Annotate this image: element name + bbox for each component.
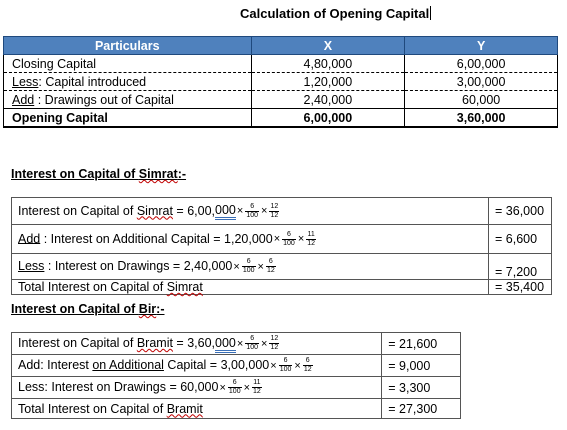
formula-text: 000 xyxy=(215,203,236,220)
formula-cell xyxy=(12,198,489,225)
bir-interest-table xyxy=(11,332,461,419)
numerator: 11 xyxy=(253,379,261,386)
header-y: Y xyxy=(405,37,558,55)
denominator: 12 xyxy=(266,267,275,274)
partner-name: Simrat xyxy=(136,203,173,218)
formula-text: Interest on Capital of xyxy=(18,335,137,350)
multiply-sign: × xyxy=(236,337,244,350)
formula-cell xyxy=(12,399,382,419)
multiply-sign: × xyxy=(243,381,251,394)
formula-text: 000 xyxy=(215,336,236,353)
formula-cell xyxy=(12,333,382,355)
multiply-sign: × xyxy=(219,381,226,394)
result-cell: = 7,200 xyxy=(489,254,552,280)
result-cell: = 3,300 xyxy=(382,377,461,399)
denominator: 100 xyxy=(279,366,292,373)
formula-cell xyxy=(12,377,382,399)
multiply-sign: × xyxy=(236,205,244,218)
numerator: 6 xyxy=(282,231,296,240)
heading-text: Interest on Capital of xyxy=(11,302,139,316)
partner-name: Simrat xyxy=(166,280,203,294)
fraction xyxy=(306,231,316,248)
fraction xyxy=(245,203,259,220)
fraction xyxy=(303,357,313,374)
denominator: 100 xyxy=(283,239,295,247)
table-row xyxy=(4,55,558,73)
heading-suffix: :- xyxy=(177,167,187,181)
row-x-value: 2,40,000 xyxy=(251,91,405,109)
multiply-sign: × xyxy=(257,260,264,273)
heading-suffix: :- xyxy=(156,302,165,316)
add-prefix: Add xyxy=(18,231,41,246)
formula-text: Total Interest on Capital of xyxy=(18,280,167,294)
numerator: 12 xyxy=(270,202,279,210)
total-row xyxy=(4,109,558,128)
denominator: 100 xyxy=(246,344,258,351)
formula-text: = 6,00, xyxy=(172,203,216,218)
fraction xyxy=(282,231,296,248)
table-row xyxy=(12,355,461,377)
multiply-sign: × xyxy=(261,337,268,350)
formula-cell xyxy=(12,225,489,254)
row-label-text: : Capital introduced xyxy=(38,74,147,89)
result-cell: = 35,400 xyxy=(489,280,552,295)
multiply-sign: × xyxy=(270,359,277,372)
total-row xyxy=(12,399,461,419)
numerator: 6 xyxy=(242,258,256,267)
denominator: 100 xyxy=(242,267,255,274)
formula-text: Total Interest on Capital of xyxy=(18,401,167,416)
text-cursor xyxy=(430,6,431,20)
table-row xyxy=(12,377,461,399)
page-title xyxy=(240,6,431,21)
table-row xyxy=(4,91,558,109)
denominator: 12 xyxy=(303,366,312,373)
row-y-value: 6,00,000 xyxy=(405,55,558,73)
numerator: 6 xyxy=(228,379,242,388)
result-cell: = 27,300 xyxy=(382,399,461,419)
multiply-sign: × xyxy=(294,359,301,372)
formula-text: Capital = 3,00,000 xyxy=(163,357,270,372)
fraction xyxy=(242,258,256,275)
formula-text: Interest on Capital of xyxy=(18,203,137,218)
formula-cell xyxy=(12,280,489,295)
numerator: 6 xyxy=(303,357,313,366)
opening-capital-table xyxy=(3,36,558,128)
formula-text: Less: Interest on Drawings = 60,000 xyxy=(18,379,219,394)
numerator: 11 xyxy=(307,230,315,238)
simrat-heading xyxy=(11,167,186,181)
table-row xyxy=(12,333,461,355)
denominator: 12 xyxy=(307,239,316,247)
result-cell: = 6,600 xyxy=(489,225,552,254)
result-cell: = 36,000 xyxy=(489,198,552,225)
formula-text: : Interest on Drawings = 2,40,000 xyxy=(44,258,233,273)
numerator: 6 xyxy=(279,357,293,366)
partner-name: Bramit xyxy=(136,335,173,350)
total-y-value: 3,60,000 xyxy=(405,109,558,128)
formula-text: Add: Interest xyxy=(18,357,93,372)
result-cell: = 21,600 xyxy=(382,333,461,355)
table-row xyxy=(12,254,552,280)
add-prefix: Add xyxy=(12,92,35,107)
total-x-value: 6,00,000 xyxy=(251,109,405,128)
total-row xyxy=(12,280,552,295)
fraction xyxy=(279,357,293,374)
header-particulars: Particulars xyxy=(4,37,252,55)
multiply-sign: × xyxy=(261,205,268,218)
table-row xyxy=(4,73,558,91)
denominator: 12 xyxy=(253,388,261,395)
multiply-sign: × xyxy=(273,233,281,246)
fraction xyxy=(269,335,279,352)
formula-cell xyxy=(12,254,489,280)
bir-heading xyxy=(11,302,165,316)
heading-name: Simrat xyxy=(138,167,178,181)
heading-text: Interest on Capital of xyxy=(11,167,139,181)
total-label: Opening Capital xyxy=(4,109,252,128)
table-row xyxy=(12,225,552,254)
header-x: X xyxy=(251,37,405,55)
partner-name: Bramit xyxy=(166,401,203,416)
fraction xyxy=(245,335,259,352)
less-prefix: Less xyxy=(18,258,45,273)
row-x-value: 4,80,000 xyxy=(251,55,405,73)
fraction xyxy=(269,203,279,220)
row-y-value: 60,000 xyxy=(405,91,558,109)
fraction xyxy=(252,379,262,396)
row-label: Closing Capital xyxy=(4,55,252,73)
table-row xyxy=(12,198,552,225)
row-label xyxy=(4,91,252,109)
result-cell: = 9,000 xyxy=(382,355,461,377)
formula-text: on Additional xyxy=(92,357,164,372)
multiply-sign: × xyxy=(297,233,305,246)
fraction xyxy=(228,379,242,396)
denominator: 100 xyxy=(246,211,258,219)
denominator: 100 xyxy=(228,388,241,395)
row-label-text: : Drawings out of Capital xyxy=(34,92,174,107)
row-label xyxy=(4,73,252,91)
numerator: 6 xyxy=(245,203,259,212)
numerator: 6 xyxy=(266,258,276,267)
fraction xyxy=(266,258,276,275)
denominator: 12 xyxy=(270,211,279,219)
numerator: 12 xyxy=(270,335,279,342)
numerator: 6 xyxy=(245,335,259,344)
row-y-value: 3,00,000 xyxy=(405,73,558,91)
less-prefix: Less xyxy=(12,74,39,89)
formula-cell xyxy=(12,355,382,377)
row-x-value: 1,20,000 xyxy=(251,73,405,91)
denominator: 12 xyxy=(270,344,279,351)
simrat-interest-table xyxy=(11,197,552,295)
formula-text: : Interest on Additional Capital = 1,20,000 xyxy=(40,231,273,246)
heading-name: Bir xyxy=(138,302,157,316)
multiply-sign: × xyxy=(233,260,240,273)
title-text: Calculation of Opening Capital xyxy=(240,6,430,21)
table-header-row xyxy=(4,37,558,55)
formula-text: = 3,60, xyxy=(172,335,216,350)
